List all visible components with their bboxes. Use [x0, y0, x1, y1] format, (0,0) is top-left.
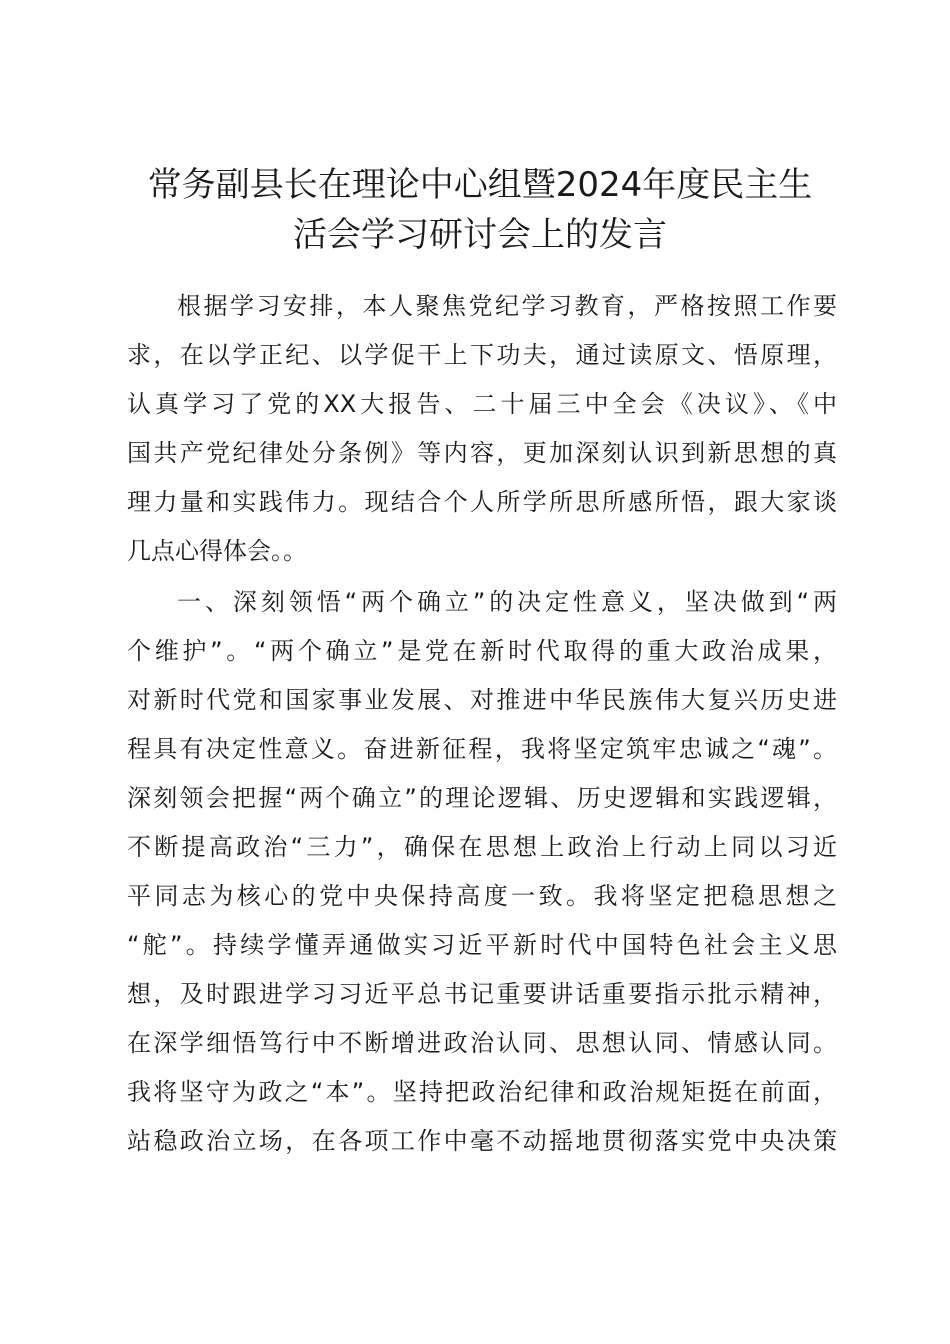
paragraph-line: 求，在以学正纪、以学促干上下功夫，通过读原文、悟原理，: [127, 341, 837, 369]
paragraph-line: 对新时代党和国家事业发展、对推进中华民族伟大复兴历史进: [127, 686, 837, 714]
paragraph-line: 深刻领会把握“两个确立”的理论逻辑、历史逻辑和实践逻辑，: [127, 784, 837, 812]
paragraph-line: 平同志为核心的党中央保持高度一致。我将坚定把稳思想之: [127, 882, 837, 910]
paragraph-line: 在深学细悟笃行中不断增进政治认同、思想认同、情感认同。: [127, 1029, 837, 1057]
paragraph-line: 我将坚守为政之“本”。坚持把政治纪律和政治规矩挺在前面，: [127, 1078, 837, 1106]
paragraph-line: 根据学习安排，本人聚焦党纪学习教育，严格按照工作要: [177, 292, 837, 320]
paragraph-intro: [127, 282, 837, 576]
paragraph-line: 想，及时跟进学习习近平总书记重要讲话重要指示批示精神，: [127, 980, 837, 1008]
paragraph-line: 站稳政治立场，在各项工作中毫不动摇地贯彻落实党中央决策: [127, 1127, 837, 1155]
title-line-1: 常务副县长在理论中心组暨2024年度民主生: [147, 165, 813, 205]
paragraph-line: 理力量和实践伟力。现结合个人所学所思所感所悟，跟大家谈: [127, 488, 837, 516]
paragraph-line: “舵”。持续学懂弄通做实习近平新时代中国特色社会主义思: [127, 931, 837, 959]
paragraph-section-one: [127, 578, 837, 1166]
paragraph-line: 程具有决定性意义。奋进新征程，我将坚定筑牢忠诚之“魂”。: [127, 735, 837, 763]
document-title: [120, 160, 840, 260]
title-line-2: 活会学习研讨会上的发言: [293, 215, 667, 255]
document-body: [127, 282, 837, 1166]
paragraph-line: 认真学习了党的XX大报告、二十届三中全会《决议》、《中: [127, 390, 837, 418]
paragraph-line: 国共产党纪律处分条例》等内容，更加深刻认识到新思想的真: [127, 439, 837, 467]
paragraph-line: 不断提高政治“三力”，确保在思想上政治上行动上同以习近: [127, 833, 837, 861]
paragraph-line: 个维护”。“两个确立”是党在新时代取得的重大政治成果，: [127, 637, 837, 665]
paragraph-line: 一、深刻领悟“两个确立”的决定性意义，坚决做到“两: [177, 588, 837, 616]
paragraph-line: 几点心得体会。。: [127, 537, 307, 565]
